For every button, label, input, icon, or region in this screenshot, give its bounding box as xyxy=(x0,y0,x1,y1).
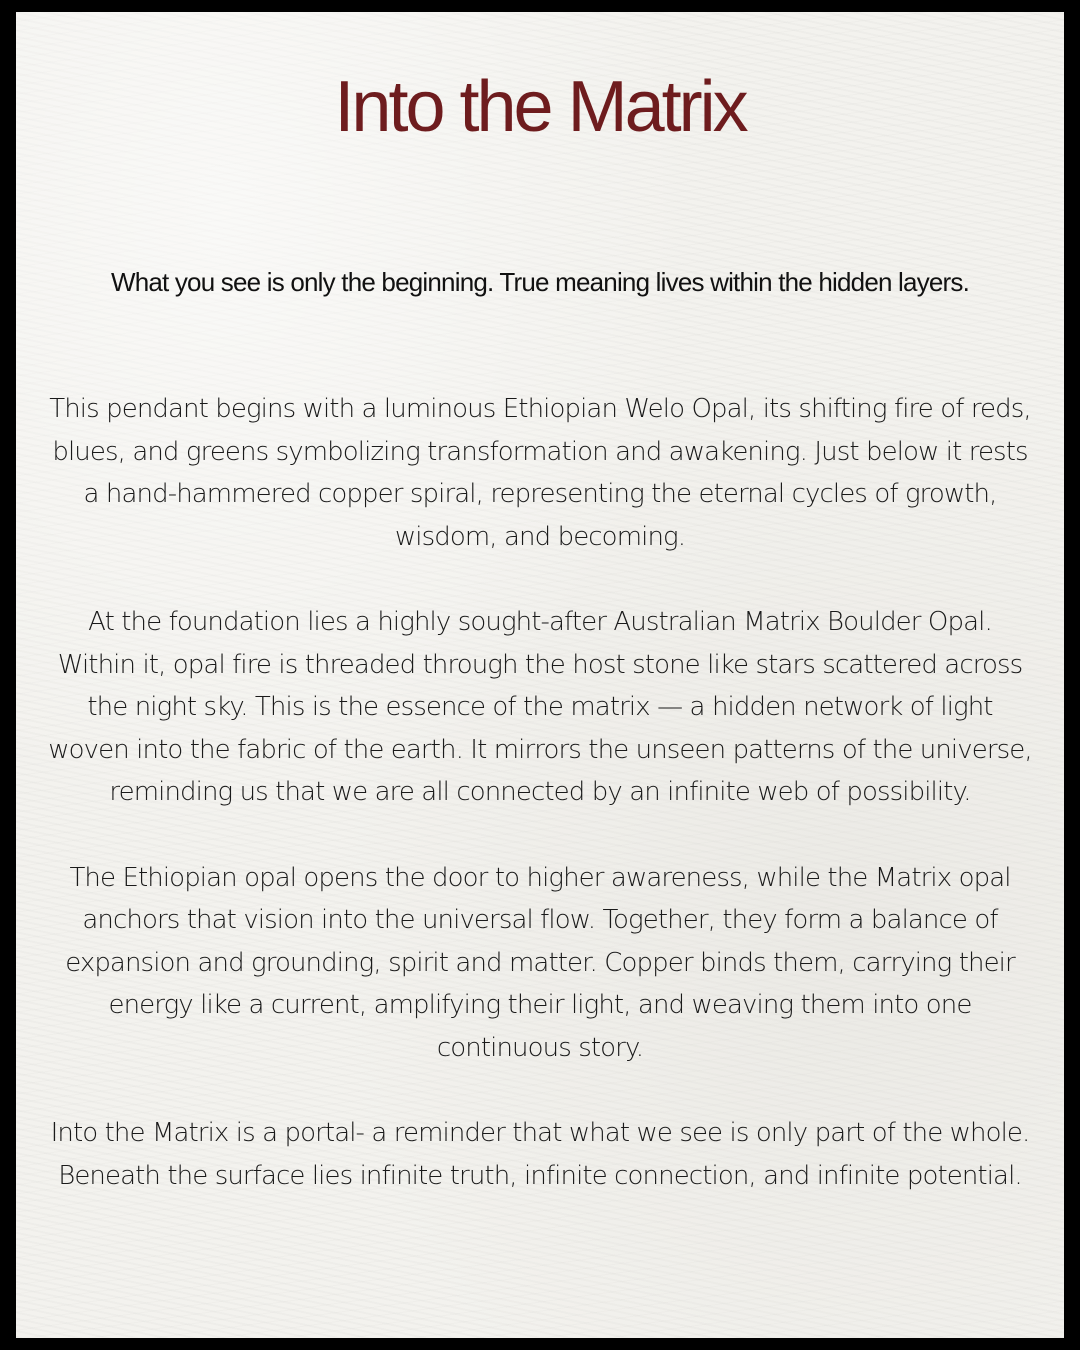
paragraph-matrix-foundation: At the foundation lies a highly sought-after Australian Matrix Boulder Opal. Within it, opal fire is threaded through the host stone like stars scattered across the night sky. This is the essence of the matrix — a hidden network of light woven into the fabric of the earth. It mirrors the unseen patterns of the universe, reminding us that we are all connected by an infinite web of possibility. xyxy=(48,606,1032,808)
paragraph-portal: Into the Matrix is a portal- a reminder that what we see is only part of the whole. Beneath the surface lies infinite truth, infinite connection, and infinite potential. xyxy=(50,1118,1030,1191)
paragraph-opal-intro: This pendant begins with a luminous Ethiopian Welo Opal, its shifting fire of reds, blues, and greens symbolizing transformation and awakening. Just below it rests a hand-hammered copper spiral, representing the eternal cycles of growth, wisdom, and becoming. xyxy=(49,394,1031,552)
tagline: What you see is only the beginning. True meaning lives within the hidden layers. xyxy=(110,267,970,297)
paragraph-balance: The Ethiopian opal opens the door to higher awareness, while the Matrix opal anchors that vision into the universal flow. Together, they form a balance of expansion and grounding, spirit and matter. Copper binds them, carrying their energy like a current, amplifying their light, and weaving them into one continuous story. xyxy=(65,862,1015,1063)
page-title: Into the Matrix xyxy=(334,67,746,147)
description-body xyxy=(48,388,1032,1240)
paper-background xyxy=(16,12,1064,1338)
